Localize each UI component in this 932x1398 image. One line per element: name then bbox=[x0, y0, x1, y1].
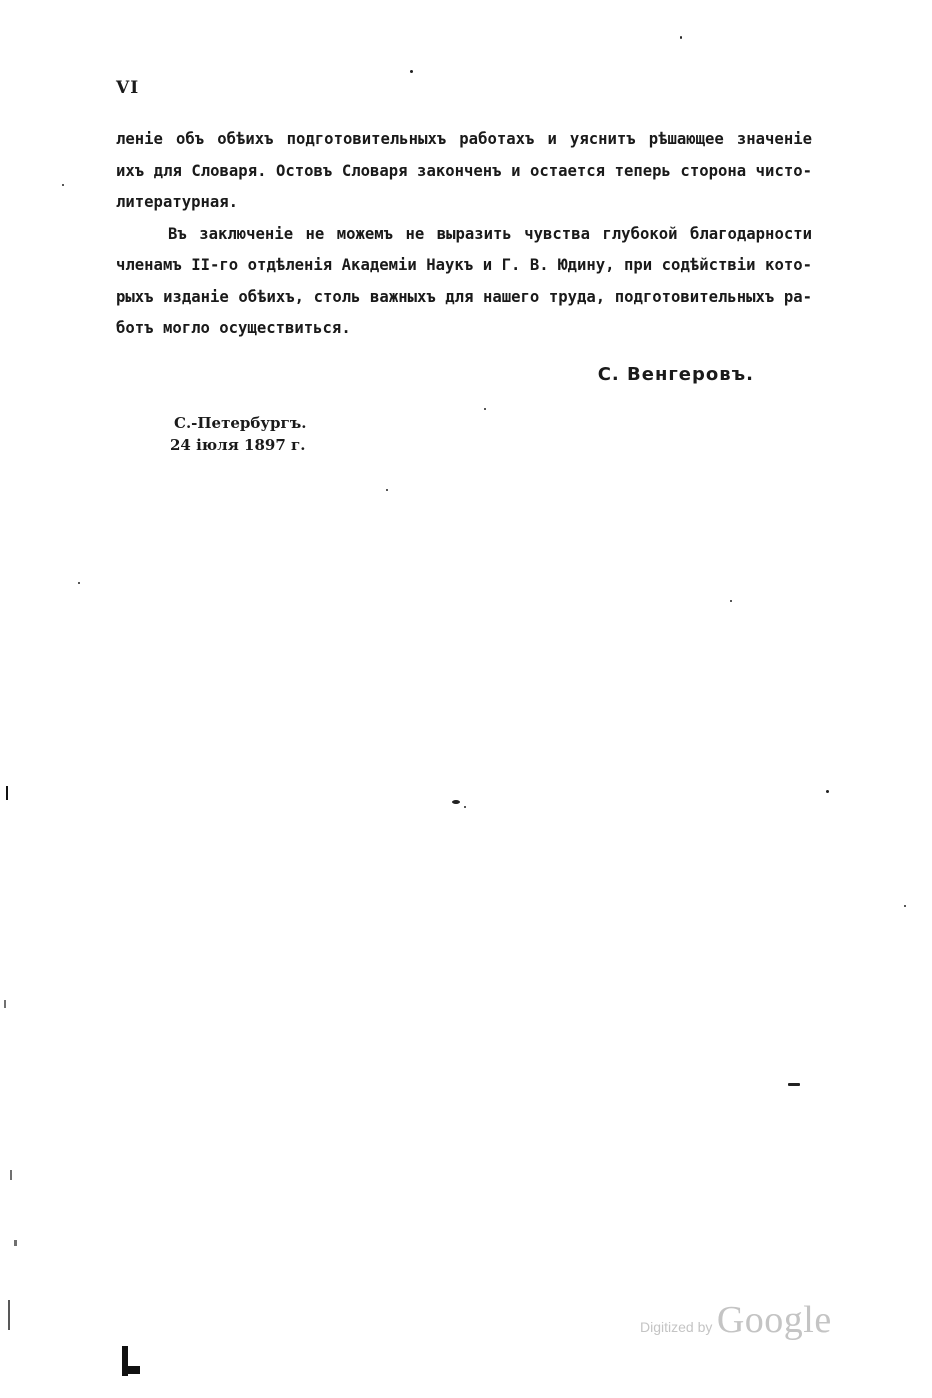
scan-speck bbox=[680, 36, 682, 39]
place-date bbox=[170, 412, 306, 456]
edge-mark bbox=[6, 786, 8, 800]
body-text bbox=[116, 124, 812, 345]
edge-mark bbox=[4, 1000, 6, 1008]
scan-speck bbox=[410, 70, 413, 73]
place: С.-Петербургъ. bbox=[174, 414, 307, 432]
scan-speck bbox=[904, 905, 906, 907]
scan-speck bbox=[386, 489, 388, 491]
text-line: леніе объ обѣихъ подготовительныхъ работахъ и уяснитъ рѣшающее значеніе bbox=[116, 130, 812, 148]
edge-mark bbox=[128, 1366, 140, 1374]
text-line: ихъ для Словаря. Остовъ Словаря законченъ и остается теперь сторона чисто- bbox=[116, 161, 812, 180]
edge-mark bbox=[14, 1240, 17, 1246]
scan-speck bbox=[484, 408, 486, 410]
scan-speck bbox=[62, 184, 64, 186]
google-logo: Google bbox=[716, 1299, 832, 1341]
edge-mark bbox=[8, 1300, 10, 1330]
text-line: членамъ II-го отдѣленія Академіи Наукъ и Г. В. Юдину, при содѣйствіи кото- bbox=[116, 256, 812, 274]
scan-speck bbox=[826, 790, 829, 793]
edge-mark bbox=[10, 1170, 12, 1180]
signature: С. Венгеровъ. bbox=[597, 364, 754, 385]
text-line: Въ заключеніе не можемъ не выразить чувства глубокой благодарности bbox=[168, 224, 812, 243]
date: 24 іюля 1897 г. bbox=[170, 436, 306, 454]
page-number: VI bbox=[116, 78, 140, 98]
text-line: ботъ могло осуществиться. bbox=[116, 319, 351, 337]
digitized-by-label: Digitized by bbox=[640, 1319, 713, 1335]
scan-speck bbox=[730, 600, 732, 602]
scan-speck bbox=[452, 800, 460, 804]
scan-speck bbox=[788, 1083, 800, 1086]
text-line: рыхъ изданіе обѣихъ, столь важныхъ для нашего труда, подготовительныхъ ра- bbox=[116, 287, 812, 306]
text-line: литературная. bbox=[116, 193, 239, 211]
scan-speck bbox=[78, 582, 80, 584]
scan-speck bbox=[464, 806, 466, 808]
digitized-by-google-watermark bbox=[640, 1298, 832, 1342]
